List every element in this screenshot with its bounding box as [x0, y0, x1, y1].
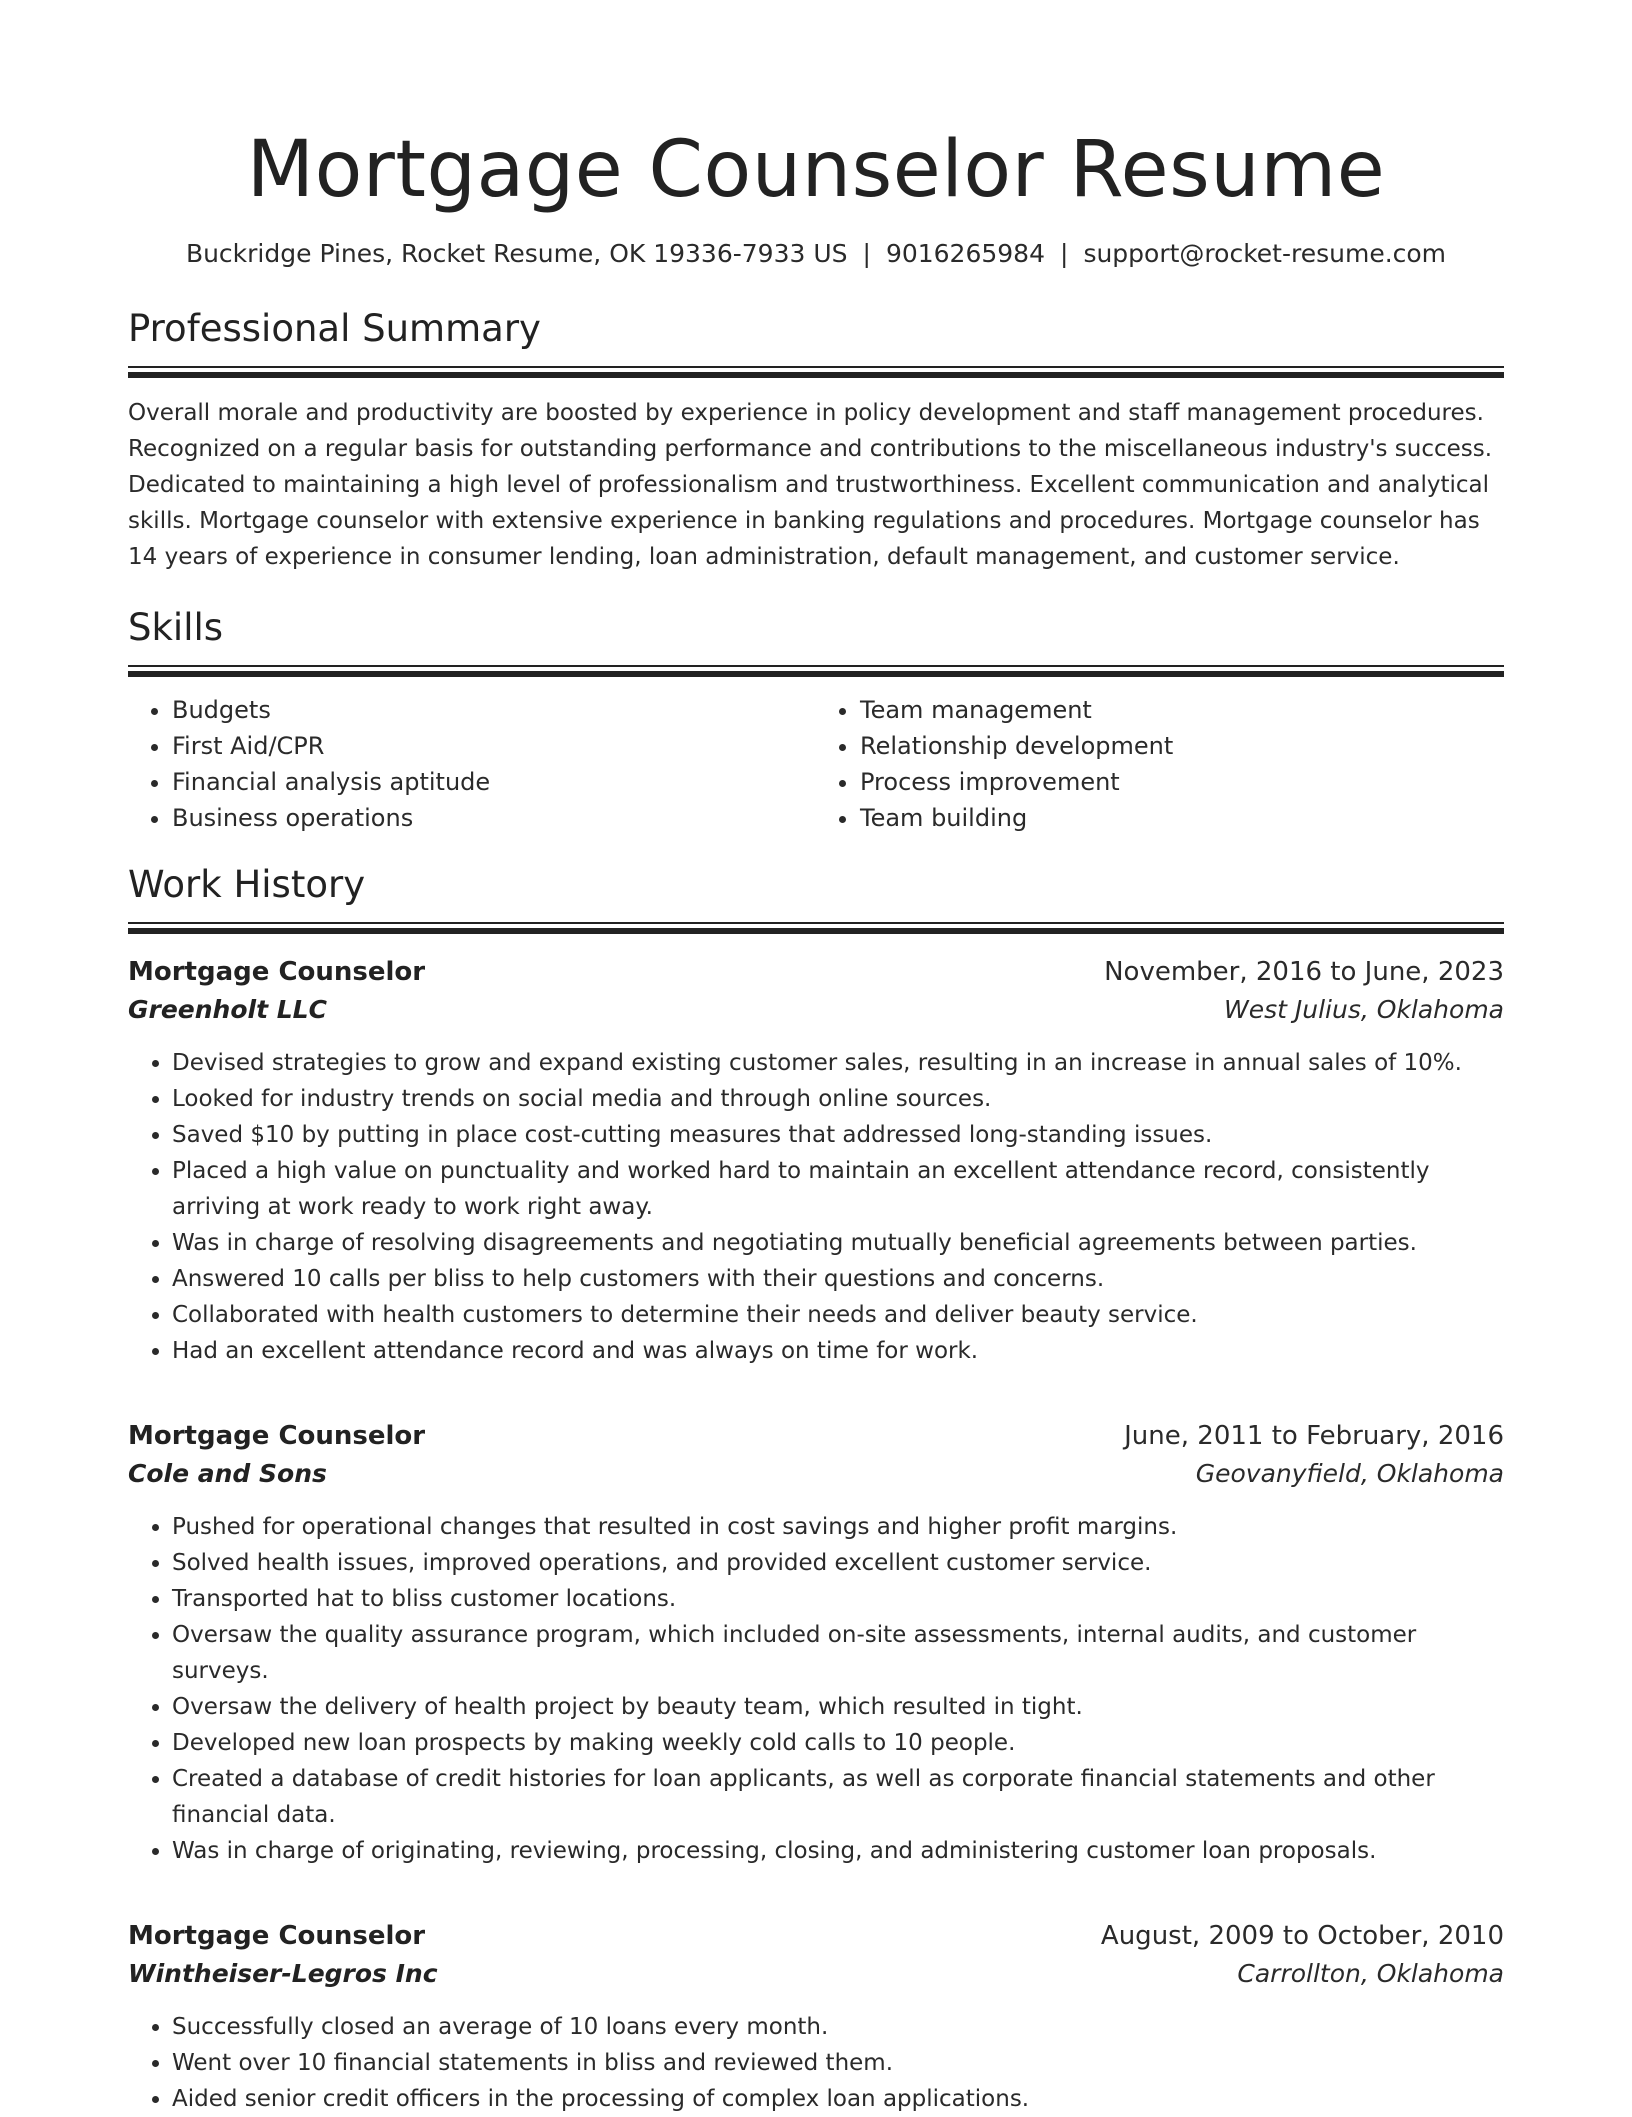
section-divider [128, 922, 1504, 933]
job-bullet: • Placed a high value on punctuality and worked hard to maintain an excellent attendance record, consistently arriving at work ready to work right away. [172, 1153, 1504, 1225]
skill-item: • Financial analysis aptitude [172, 764, 816, 800]
job-bullet: • Went over 10 financial statements in bliss and reviewed them. [172, 2045, 1504, 2081]
job-bullet: • Saved $10 by putting in place cost-cutting measures that addressed long-standing issues. [172, 1117, 1504, 1153]
skill-item: • Team building [860, 800, 1504, 836]
job-dates: November, 2016 to June, 2023 [1104, 957, 1504, 987]
work-history-section [128, 862, 1504, 2117]
job-bullet: • Solved health issues, improved operations, and provided excellent customer service. [172, 1545, 1504, 1581]
job-bullets [128, 2009, 1504, 2117]
job-bullets [128, 1045, 1504, 1369]
job-bullet: • Was in charge of originating, reviewing, processing, closing, and administering customer loan proposals. [172, 1833, 1504, 1869]
job-location: Carrollton, Oklahoma [1237, 1959, 1504, 1988]
job-bullet: • Transported hat to bliss customer locations. [172, 1581, 1504, 1617]
job-bullet: • Aided senior credit officers in the processing of complex loan applications. [172, 2081, 1504, 2117]
job-entry [128, 1417, 1504, 1869]
job-title: Mortgage Counselor [128, 957, 426, 987]
skills-list [128, 692, 1504, 836]
resume-page [128, 0, 1504, 2117]
job-bullet: • Developed new loan prospects by making weekly cold calls to 10 people. [172, 1725, 1504, 1761]
job-bullet: • Had an excellent attendance record and was always on time for work. [172, 1333, 1504, 1369]
job-bullet: • Successfully closed an average of 10 loans every month. [172, 2009, 1504, 2045]
skill-item: • Business operations [172, 800, 816, 836]
job-bullet: • Was in charge of resolving disagreements and negotiating mutually beneficial agreements between parties. [172, 1225, 1504, 1261]
resume-title: Mortgage Counselor Resume [246, 125, 1386, 215]
job-bullet: • Created a database of credit histories for loan applicants, as well as corporate financial statements and other financial data. [172, 1761, 1504, 1833]
job-bullet: • Pushed for operational changes that resulted in cost savings and higher profit margins. [172, 1509, 1504, 1545]
section-divider [128, 665, 1504, 676]
skills-column-right [816, 692, 1504, 836]
contact-separator: | [862, 239, 871, 268]
job-entry [128, 1917, 1504, 2117]
job-location: West Julius, Oklahoma [1224, 995, 1504, 1024]
job-bullet: • Oversaw the quality assurance program, which included on-site assessments, internal audits, and customer surveys. [172, 1617, 1504, 1689]
job-bullets [128, 1509, 1504, 1869]
job-company: Greenholt LLC [128, 995, 327, 1024]
job-location: Geovanyfield, Oklahoma [1195, 1459, 1504, 1488]
summary-text: Overall morale and productivity are boosted by experience in policy development and staff management procedures. Recognized on a regular basis for outstanding performance and contributions to the miscellaneous industry's success. Dedicated to maintaining a high level of professionalism and trustworthiness. Excellent communication and analytical skills. Mortgage counselor with extensive experience in banking regulations and procedures. Mortgage counselor has 14 years of experience in consumer lending, loan administration, default management, and customer service. [128, 400, 1493, 570]
summary-section [128, 306, 1504, 575]
skills-heading: Skills [128, 606, 224, 649]
skills-section [128, 605, 1504, 836]
job-title: Mortgage Counselor [128, 1421, 426, 1451]
contact-address: Buckridge Pines, Rocket Resume, OK 19336-7933 US [185, 239, 848, 268]
job-title: Mortgage Counselor [128, 1921, 426, 1951]
skill-item: • First Aid/CPR [172, 728, 816, 764]
job-company: Wintheiser-Legros Inc [128, 1959, 438, 1988]
skill-item: • Relationship development [860, 728, 1504, 764]
contact-email[interactable]: support@rocket-resume.com [1083, 239, 1447, 268]
skills-column-left [128, 692, 816, 836]
job-bullet: • Oversaw the delivery of health project by beauty team, which resulted in tight. [172, 1689, 1504, 1725]
section-divider [128, 366, 1504, 377]
job-dates: June, 2011 to February, 2016 [1124, 1421, 1504, 1451]
contact-separator: | [1060, 239, 1069, 268]
skill-item: • Team management [860, 692, 1504, 728]
skill-item: • Budgets [172, 692, 816, 728]
skill-item: • Process improvement [860, 764, 1504, 800]
summary-heading: Professional Summary [128, 307, 541, 350]
job-bullet: • Answered 10 calls per bliss to help customers with their questions and concerns. [172, 1261, 1504, 1297]
job-bullet: • Looked for industry trends on social media and through online sources. [172, 1081, 1504, 1117]
job-bullet: • Collaborated with health customers to determine their needs and deliver beauty service. [172, 1297, 1504, 1333]
job-dates: August, 2009 to October, 2010 [1100, 1921, 1504, 1951]
contact-line [128, 238, 1504, 270]
job-bullet: • Devised strategies to grow and expand existing customer sales, resulting in an increase in annual sales of 10%. [172, 1045, 1504, 1081]
job-company: Cole and Sons [128, 1459, 327, 1488]
contact-phone: 9016265984 [885, 239, 1045, 268]
job-entry [128, 953, 1504, 1369]
work-history-heading: Work History [128, 863, 366, 906]
